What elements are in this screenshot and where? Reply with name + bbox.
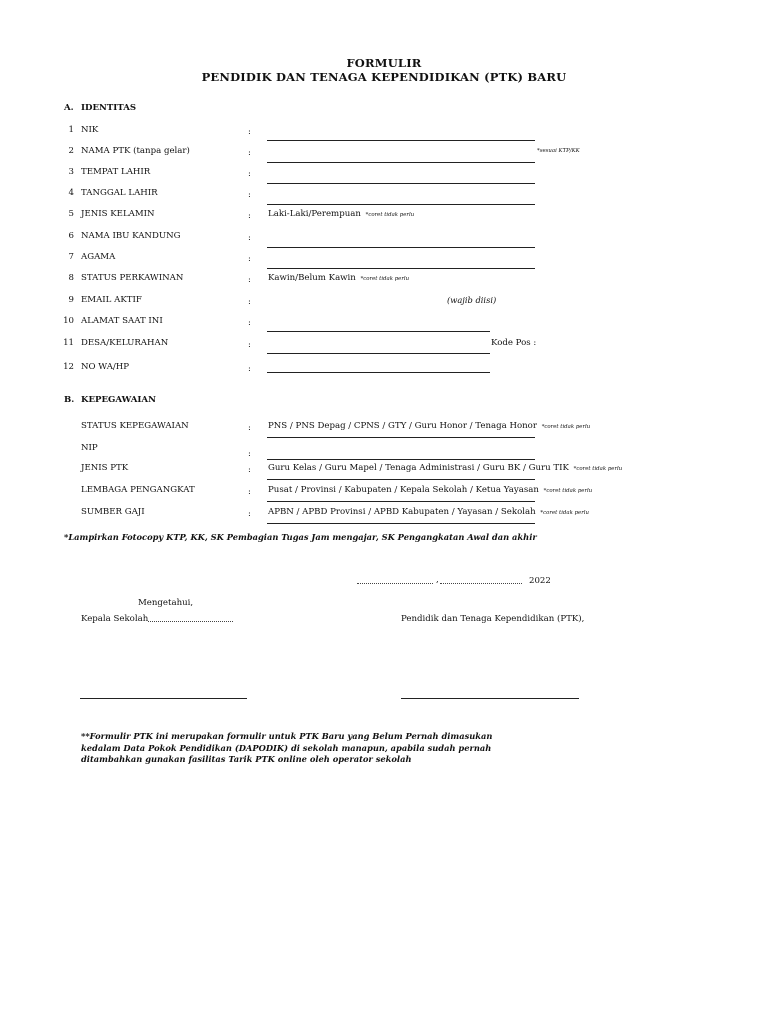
field-colon: : bbox=[248, 275, 251, 285]
row-number: 8 bbox=[68, 273, 74, 283]
field-label: NIP bbox=[81, 443, 98, 453]
row-number: 1 bbox=[68, 125, 74, 135]
field-colon: : bbox=[248, 509, 251, 519]
field-colon: : bbox=[248, 465, 251, 475]
section-b-title: KEPEGAWAIAN bbox=[81, 395, 156, 405]
row-number: 3 bbox=[68, 167, 74, 177]
field-note: *coret tidak perlu bbox=[365, 212, 415, 218]
field-label: NAMA PTK (tanpa gelar) bbox=[81, 146, 190, 156]
row-number: 4 bbox=[68, 188, 74, 198]
date-separator: , bbox=[436, 575, 439, 585]
field-value[interactable] bbox=[268, 485, 592, 495]
field-value[interactable] bbox=[268, 273, 409, 283]
field-colon: : bbox=[248, 148, 251, 158]
field-label: ALAMAT SAAT INI bbox=[81, 316, 163, 326]
form-title: FORMULIR bbox=[346, 56, 422, 70]
input-line[interactable] bbox=[267, 268, 535, 269]
field-label: EMAIL AKTIF bbox=[81, 295, 142, 305]
field-colon: : bbox=[248, 364, 251, 374]
field-label: STATUS PERKAWINAN bbox=[81, 273, 184, 283]
row-number: 9 bbox=[68, 295, 74, 305]
year-text: 2022 bbox=[529, 576, 551, 586]
row-number: 6 bbox=[68, 231, 74, 241]
ptk-signature-label: Pendidik dan Tenaga Kependidikan (PTK), bbox=[401, 614, 585, 624]
field-label: LEMBAGA PENGANGKAT bbox=[81, 485, 195, 495]
input-line[interactable] bbox=[267, 437, 535, 438]
input-line[interactable] bbox=[267, 372, 490, 373]
date-dotted-line[interactable] bbox=[440, 583, 522, 584]
field-colon: : bbox=[248, 127, 251, 137]
field-colon: : bbox=[248, 211, 251, 221]
input-line[interactable] bbox=[267, 501, 535, 502]
field-label: JENIS KELAMIN bbox=[81, 209, 155, 219]
acknowledged-label: Mengetahui, bbox=[138, 598, 194, 608]
input-line[interactable] bbox=[267, 183, 535, 184]
input-line[interactable] bbox=[267, 140, 535, 141]
field-value-text: Laki-Laki/Perempuan bbox=[268, 209, 364, 219]
input-line[interactable] bbox=[267, 331, 490, 332]
form-subtitle: PENDIDIK DAN TENAGA KEPENDIDIKAN (PTK) BARU bbox=[201, 70, 567, 84]
row-number: 5 bbox=[68, 209, 74, 219]
input-line[interactable] bbox=[267, 353, 490, 354]
field-note: *coret tidak perlu bbox=[360, 276, 410, 282]
field-value-text: PNS / PNS Depag / CPNS / GTY / Guru Honor / Tenaga Honor bbox=[268, 421, 540, 431]
field-note: *coret tidak perlu bbox=[540, 510, 589, 516]
ptk-signature-line[interactable] bbox=[401, 698, 579, 699]
input-line[interactable] bbox=[267, 523, 535, 524]
field-value-text: Kawin/Belum Kawin bbox=[268, 273, 359, 283]
field-colon: : bbox=[248, 190, 251, 200]
field-label: STATUS KEPEGAWAIAN bbox=[81, 421, 189, 431]
row-number: 2 bbox=[68, 146, 74, 156]
field-note: *coret tidak perlu bbox=[541, 424, 591, 430]
field-label: TEMPAT LAHIR bbox=[81, 167, 151, 177]
section-a-marker: A. bbox=[64, 103, 74, 113]
field-label: AGAMA bbox=[81, 252, 116, 262]
postal-code-label: Kode Pos : bbox=[491, 338, 537, 348]
field-value[interactable] bbox=[268, 209, 414, 219]
principal-label: Kepala Sekolah bbox=[81, 614, 149, 624]
field-value[interactable] bbox=[268, 463, 622, 473]
row-number: 7 bbox=[68, 252, 74, 262]
field-label: DESA/KELURAHAN bbox=[81, 338, 169, 348]
field-note: *sesuai KTP/KK bbox=[537, 148, 580, 154]
input-line[interactable] bbox=[267, 459, 535, 460]
row-number: 10 bbox=[63, 316, 74, 326]
field-colon: : bbox=[248, 297, 251, 307]
principal-dotted-line[interactable] bbox=[148, 621, 233, 622]
field-label: NAMA IBU KANDUNG bbox=[81, 231, 181, 241]
field-colon: : bbox=[248, 423, 251, 433]
field-label: NO WA/HP bbox=[81, 362, 130, 372]
field-colon: : bbox=[248, 318, 251, 328]
place-dotted-line[interactable] bbox=[357, 583, 433, 584]
input-line[interactable] bbox=[267, 479, 535, 480]
field-value[interactable] bbox=[447, 295, 496, 305]
section-a-title: IDENTITAS bbox=[81, 103, 137, 113]
field-value-text: (wajib diisi) bbox=[447, 295, 497, 305]
field-colon: : bbox=[248, 487, 251, 497]
field-value-text: Pusat / Provinsi / Kabupaten / Kepala Sekolah / Ketua Yayasan bbox=[268, 485, 542, 495]
field-colon: : bbox=[248, 233, 251, 243]
input-line[interactable] bbox=[267, 204, 535, 205]
row-number: 11 bbox=[63, 338, 74, 348]
field-label: TANGGAL LAHIR bbox=[81, 188, 158, 198]
field-value-text: Guru Kelas / Guru Mapel / Tenaga Administrasi / Guru BK / Guru TIK bbox=[268, 463, 572, 473]
field-note: *coret tidak perlu bbox=[573, 466, 623, 472]
row-number: 12 bbox=[63, 362, 74, 372]
field-value-text: APBN / APBD Provinsi / APBD Kabupaten / Yayasan / Sekolah bbox=[268, 507, 539, 517]
input-line[interactable] bbox=[267, 162, 535, 163]
attachment-note: *Lampirkan Fotocopy KTP, KK, SK Pembagian Tugas Jam mengajar, SK Pengangkatan Awal dan akhir bbox=[64, 532, 537, 542]
field-value[interactable] bbox=[268, 421, 590, 431]
field-colon: : bbox=[248, 169, 251, 179]
field-value[interactable] bbox=[268, 507, 589, 517]
field-label: NIK bbox=[81, 125, 99, 135]
field-note: *coret tidak perlu bbox=[543, 488, 593, 494]
field-label: JENIS PTK bbox=[81, 463, 129, 473]
principal-signature-line[interactable] bbox=[80, 698, 247, 699]
footnote: **Formulir PTK ini merupakan formulir untuk PTK Baru yang Belum Pernah dimasukan kedalam Data Pokok Pendidikan (DAPODIK) di sekolah manapun, apabila sudah pernah ditambahkan gunakan fasilitas Tarik PTK online oleh operator sekolah bbox=[81, 731, 493, 764]
field-colon: : bbox=[248, 254, 251, 264]
input-line[interactable] bbox=[267, 247, 535, 248]
field-label: SUMBER GAJI bbox=[81, 507, 145, 517]
section-b-marker: B. bbox=[64, 395, 75, 405]
field-colon: : bbox=[248, 340, 251, 350]
field-colon: : bbox=[248, 449, 251, 459]
